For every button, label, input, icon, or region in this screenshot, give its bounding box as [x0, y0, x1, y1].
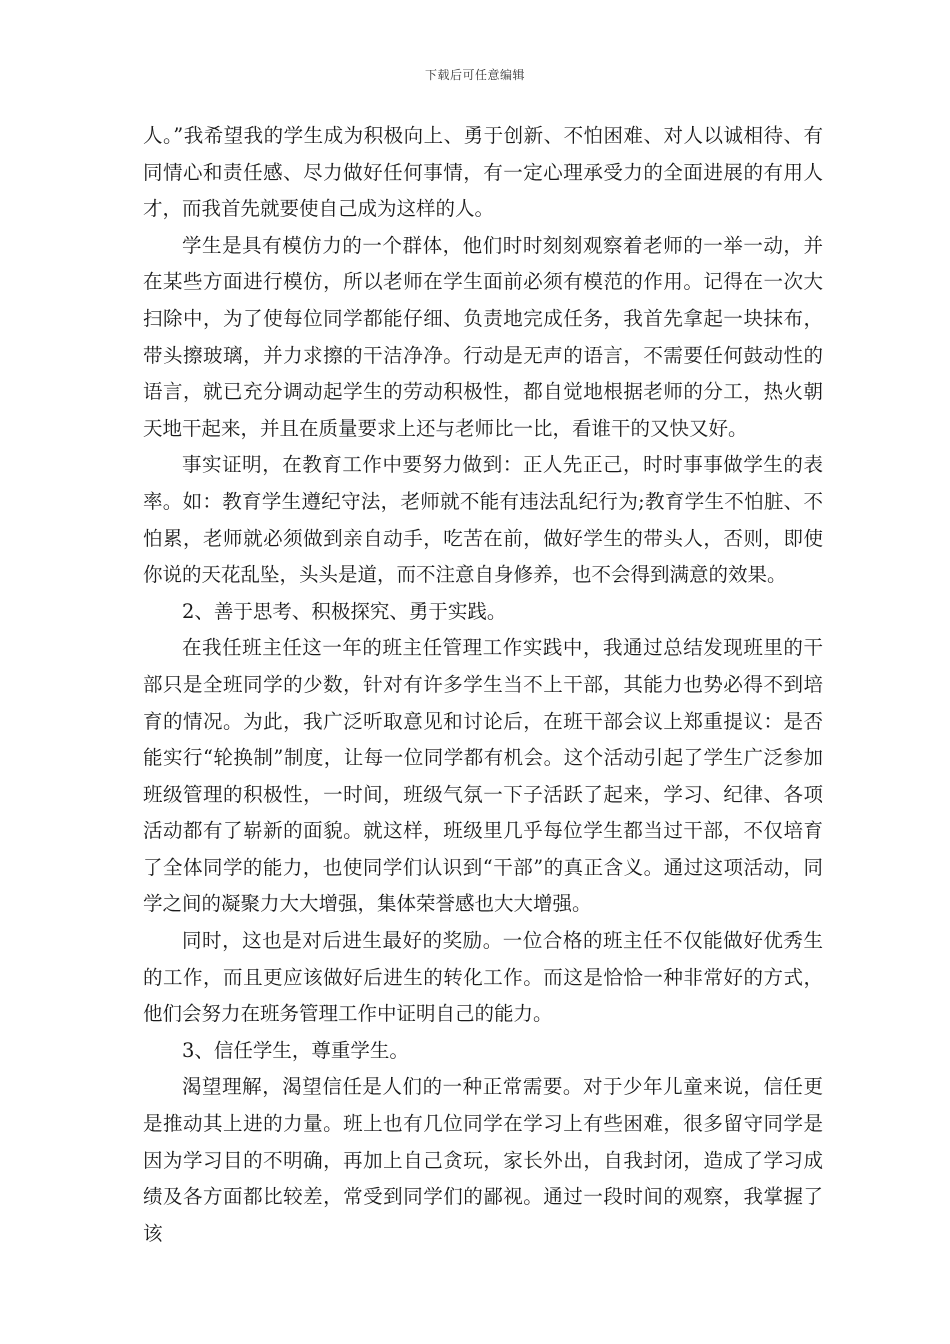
- paragraph-1: 人。”我希望我的学生成为积极向上、勇于创新、不怕困难、对人以诚相待、有同情心和责任感、尽力做好任何事情，有一定心理承受力的全面进展的有用人才，而我首先就要使自己成为这样的人。: [143, 124, 823, 221]
- paragraph-3: 事实证明，在教育工作中要努力做到：正人先正己，时时事事做学生的表率。如：教育学生遵纪守法，老师就不能有违法乱纪行为;教育学生不怕脏、不怕累，老师就必须做到亲自动手，吃苦在前，做好学生的带头人，否则，即使你说的天花乱坠，头头是道，而不注意自身修养，也不会得到满意的效果。: [143, 453, 823, 587]
- paragraph-2: 学生是具有模仿力的一个群体，他们时时刻刻观察着老师的一举一动，并在某些方面进行模仿，所以老师在学生面前必须有模范的作用。记得在一次大扫除中，为了使每位同学都能仔细、负责地完成任务，我首先拿起一块抹布，带头擦玻璃，并力求擦的干洁净净。行动是无声的语言，不需要任何鼓动性的语言，就已充分调动起学生的劳动积极性，都自觉地根据老师的分工，热火朝天地干起来，并且在质量要求上还与老师比一比，看谁干的又快又好。: [143, 233, 823, 440]
- document-body: [143, 118, 823, 1252]
- page-header: 下载后可任意编辑: [424, 68, 525, 82]
- paragraph-5: 同时，这也是对后进生最好的奖励。一位合格的班主任不仅能做好优秀生的工作，而且更应该做好后进生的转化工作。而这是恰恰一种非常好的方式，他们会努力在班务管理工作中证明自己的能力。: [143, 929, 823, 1026]
- section-heading-3: 3、信任学生，尊重学生。: [182, 1038, 409, 1062]
- section-heading-2: 2、善于思考、积极探究、勇于实践。: [182, 599, 507, 623]
- paragraph-6: 渴望理解，渴望信任是人们的一种正常需要。对于少年儿童来说，信任更是推动其上进的力量。班上也有几位同学在学习上有些困难，很多留守同学是因为学习目的不明确，再加上自己贪玩，家长外出，自我封闭，造成了学习成绩及各方面都比较差，常受到同学们的鄙视。通过一段时间的观察，我掌握了该: [143, 1075, 823, 1245]
- paragraph-4: 在我任班主任这一年的班主任管理工作实践中，我通过总结发现班里的干部只是全班同学的少数，针对有许多学生当不上干部，其能力也势必得不到培育的情况。为此，我广泛听取意见和讨论后，在班干部会议上郑重提议：是否能实行“轮换制”制度，让每一位同学都有机会。这个活动引起了学生广泛参加班级管理的积极性，一时间，班级气氛一下子活跃了起来，学习、纪律、各项活动都有了崭新的面貌。就这样，班级里几乎每位学生都当过干部，不仅培育了全体同学的能力，也使同学们认识到“干部”的真正含义。通过这项活动，同学之间的凝聚力大大增强，集体荣誉感也大大增强。: [143, 636, 823, 916]
